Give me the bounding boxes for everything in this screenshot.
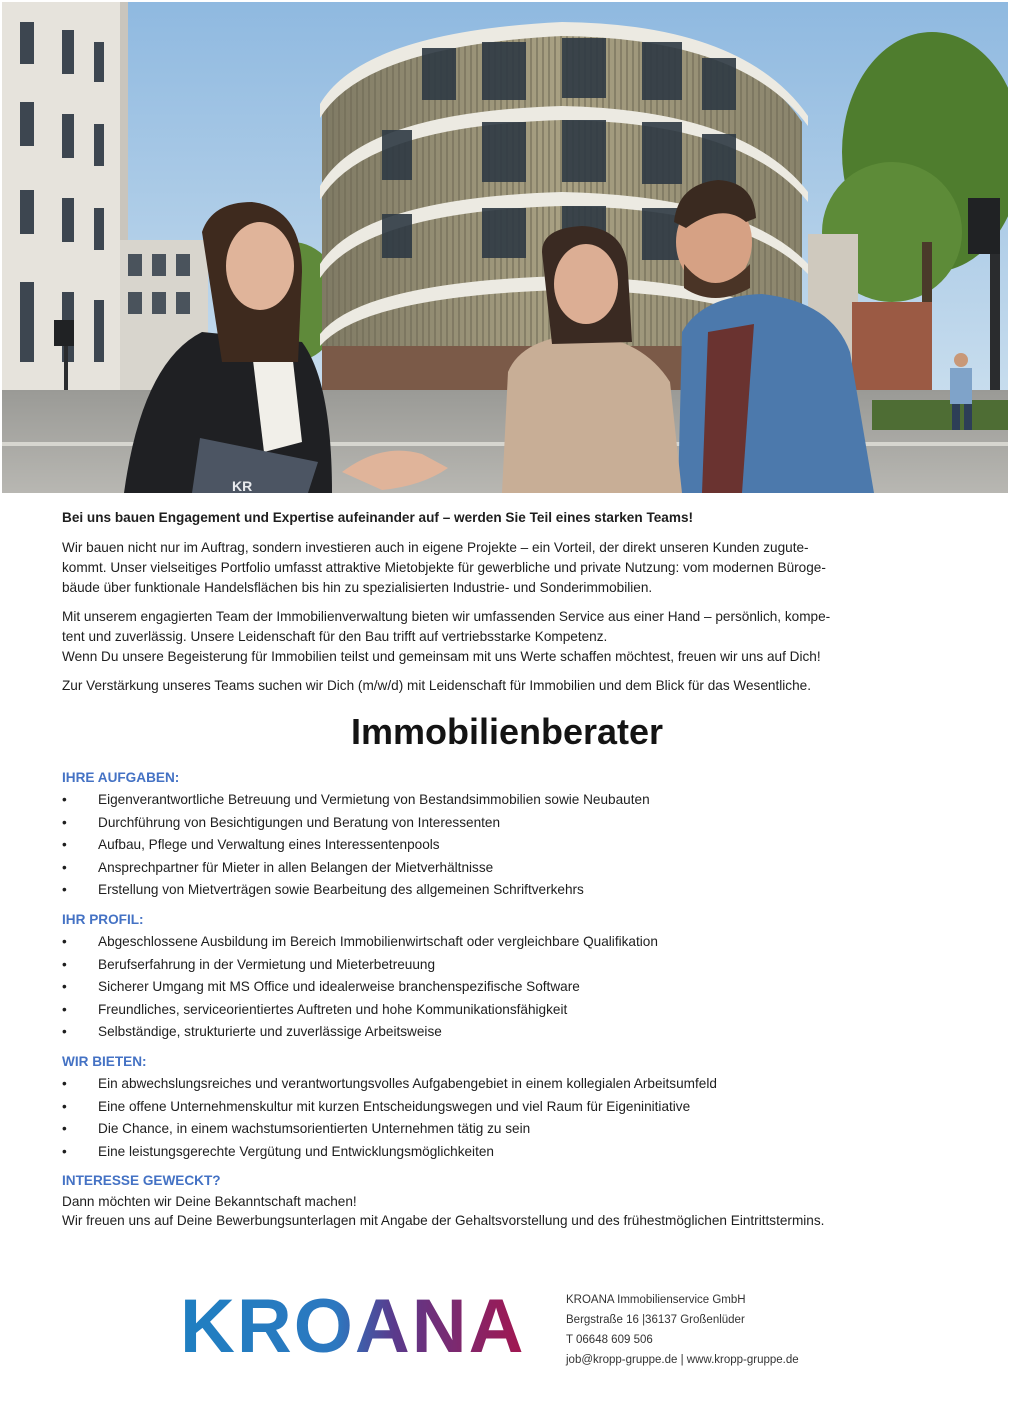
list-item <box>62 879 952 902</box>
list-item <box>62 1141 952 1164</box>
aufgaben-list <box>62 789 952 902</box>
list-item-text: Aufbau, Pflege und Verwaltung eines Interessentenpools <box>98 837 440 853</box>
list-item-text: Freundliches, serviceorientiertes Auftreten und hohe Kommunikationsfähigkeit <box>98 1001 568 1017</box>
bullet-icon: • <box>62 1121 67 1137</box>
list-item-text: Eine leistungsgerechte Vergütung und Entwicklungsmöglichkeiten <box>98 1143 494 1159</box>
lead-heading: Bei uns bauen Engagement und Expertise aufeinander auf – werden Sie Teil eines starken Teams! <box>62 510 694 525</box>
profil-list <box>62 931 952 1044</box>
list-item <box>62 789 952 812</box>
list-item <box>62 1118 952 1141</box>
list-item <box>62 834 952 857</box>
text-line: tent und zuverlässig. Unsere Leidenschaft für den Bau trifft auf vertriebsstarke Kompetenz. <box>62 629 608 644</box>
intro-paragraph-1 <box>62 538 952 598</box>
list-item-text: Selbständige, strukturierte und zuverlässige Arbeitsweise <box>98 1024 442 1040</box>
company-phone: T 06648 609 506 <box>566 1334 653 1346</box>
bullet-icon: • <box>62 859 67 875</box>
bullet-icon: • <box>62 882 67 898</box>
list-item <box>62 857 952 880</box>
list-item-text: Ansprechpartner für Mieter in allen Belangen der Mietverhältnisse <box>98 859 494 875</box>
bullet-icon: • <box>62 1024 67 1040</box>
list-item <box>62 1096 952 1119</box>
bullet-icon: • <box>62 1075 67 1091</box>
list-item <box>62 1021 952 1044</box>
list-item <box>62 931 952 954</box>
bieten-list <box>62 1073 952 1163</box>
section-heading-aufgaben: IHRE AUFGABEN: <box>62 770 180 785</box>
intro-paragraph-3: Zur Verstärkung unseres Teams suchen wir Dich (m/w/d) mit Leidenschaft für Immobilien und dem Blick für das Wesentliche. <box>62 678 811 693</box>
list-item-text: Berufserfahrung in der Vermietung und Mieterbetreuung <box>98 956 436 972</box>
bullet-icon: • <box>62 979 67 995</box>
section-heading-bieten: WIR BIETEN: <box>62 1053 147 1069</box>
list-item <box>62 976 952 999</box>
section-heading-profil: IHR PROFIL: <box>62 911 144 927</box>
bullet-icon: • <box>62 933 67 949</box>
closing-line-1: Dann möchten wir Deine Bekanntschaft machen! <box>62 1194 357 1210</box>
list-item <box>62 999 952 1022</box>
intro-paragraph-2 <box>62 607 952 667</box>
text-line: Wir bauen nicht nur im Auftrag, sondern investieren auch in eigene Projekte – ein Vorteil, der direkt unseren Kunden zugute- <box>62 540 809 555</box>
bullet-icon: • <box>62 837 67 853</box>
bullet-icon: • <box>62 956 67 972</box>
list-item-text: Erstellung von Mietverträgen sowie Bearbeitung des allgemeinen Schriftverkehrs <box>98 882 584 898</box>
text-line: bäude über funktionale Handelsflächen bis hin zu spezialisierten Industrie- und Sonderimmobilien. <box>62 580 653 595</box>
list-item-text: Sicherer Umgang mit MS Office und idealerweise branchenspezifische Software <box>98 979 580 995</box>
list-item <box>62 812 952 835</box>
logo-text: KROANA <box>180 1292 526 1360</box>
list-item-text: Eigenverantwortliche Betreuung und Vermietung von Bestandsimmobilien sowie Neubauten <box>98 792 650 807</box>
contact-block <box>566 1290 799 1370</box>
list-item <box>62 1073 952 1096</box>
company-email-web[interactable]: job@kropp-gruppe.de | www.kropp-gruppe.de <box>566 1354 799 1366</box>
list-item-text: Eine offene Unternehmenskultur mit kurzen Entscheidungswegen und viel Raum für Eigeninitiative <box>98 1098 691 1114</box>
text-line: kommt. Unser vielseitiges Portfolio umfasst attraktive Mietobjekte für gewerbliche und private Nutzung: vom modernen Büroge- <box>62 560 826 575</box>
text-line: Wenn Du unsere Begeisterung für Immobilien teilst und gemeinsam mit uns Werte schaffen möchtest, freuen wir uns auf Dich! <box>62 649 821 664</box>
folder-text: KR <box>232 478 253 493</box>
kroana-logo <box>180 1292 530 1360</box>
text-line: Mit unserem engagierten Team der Immobilienverwaltung bieten wir umfassenden Service aus einer Hand – persönlich, kompe- <box>62 609 831 624</box>
list-item-text: Ein abwechslungsreiches und verantwortungsvolles Aufgabengebiet in einem kollegialen Arbeitsumfeld <box>98 1075 717 1091</box>
list-item <box>62 954 952 977</box>
job-posting-body <box>62 508 952 1230</box>
bullet-icon: • <box>62 814 67 830</box>
hero-image <box>2 2 1008 493</box>
list-item-text: Durchführung von Besichtigungen und Beratung von Interessenten <box>98 814 501 830</box>
section-heading-interesse: INTERESSE GEWECKT? <box>62 1173 221 1189</box>
bullet-icon: • <box>62 1143 67 1159</box>
closing-line-2: Wir freuen uns auf Deine Bewerbungsunterlagen mit Angabe der Gehaltsvorstellung und des frühestmöglichen Eintrittstermins. <box>62 1213 825 1229</box>
list-item-text: Abgeschlossene Ausbildung im Bereich Immobilienwirtschaft oder vergleichbare Qualifikation <box>98 933 658 949</box>
bullet-icon: • <box>62 792 67 807</box>
bullet-icon: • <box>62 1001 67 1017</box>
company-name: KROANA Immobilienservice GmbH <box>566 1294 746 1306</box>
job-title: Immobilienberater <box>350 711 664 752</box>
list-item-text: Die Chance, in einem wachstumsorientierten Unternehmen tätig zu sein <box>98 1121 531 1137</box>
bullet-icon: • <box>62 1098 67 1114</box>
company-address: Bergstraße 16 |36137 Großenlüder <box>566 1314 745 1326</box>
